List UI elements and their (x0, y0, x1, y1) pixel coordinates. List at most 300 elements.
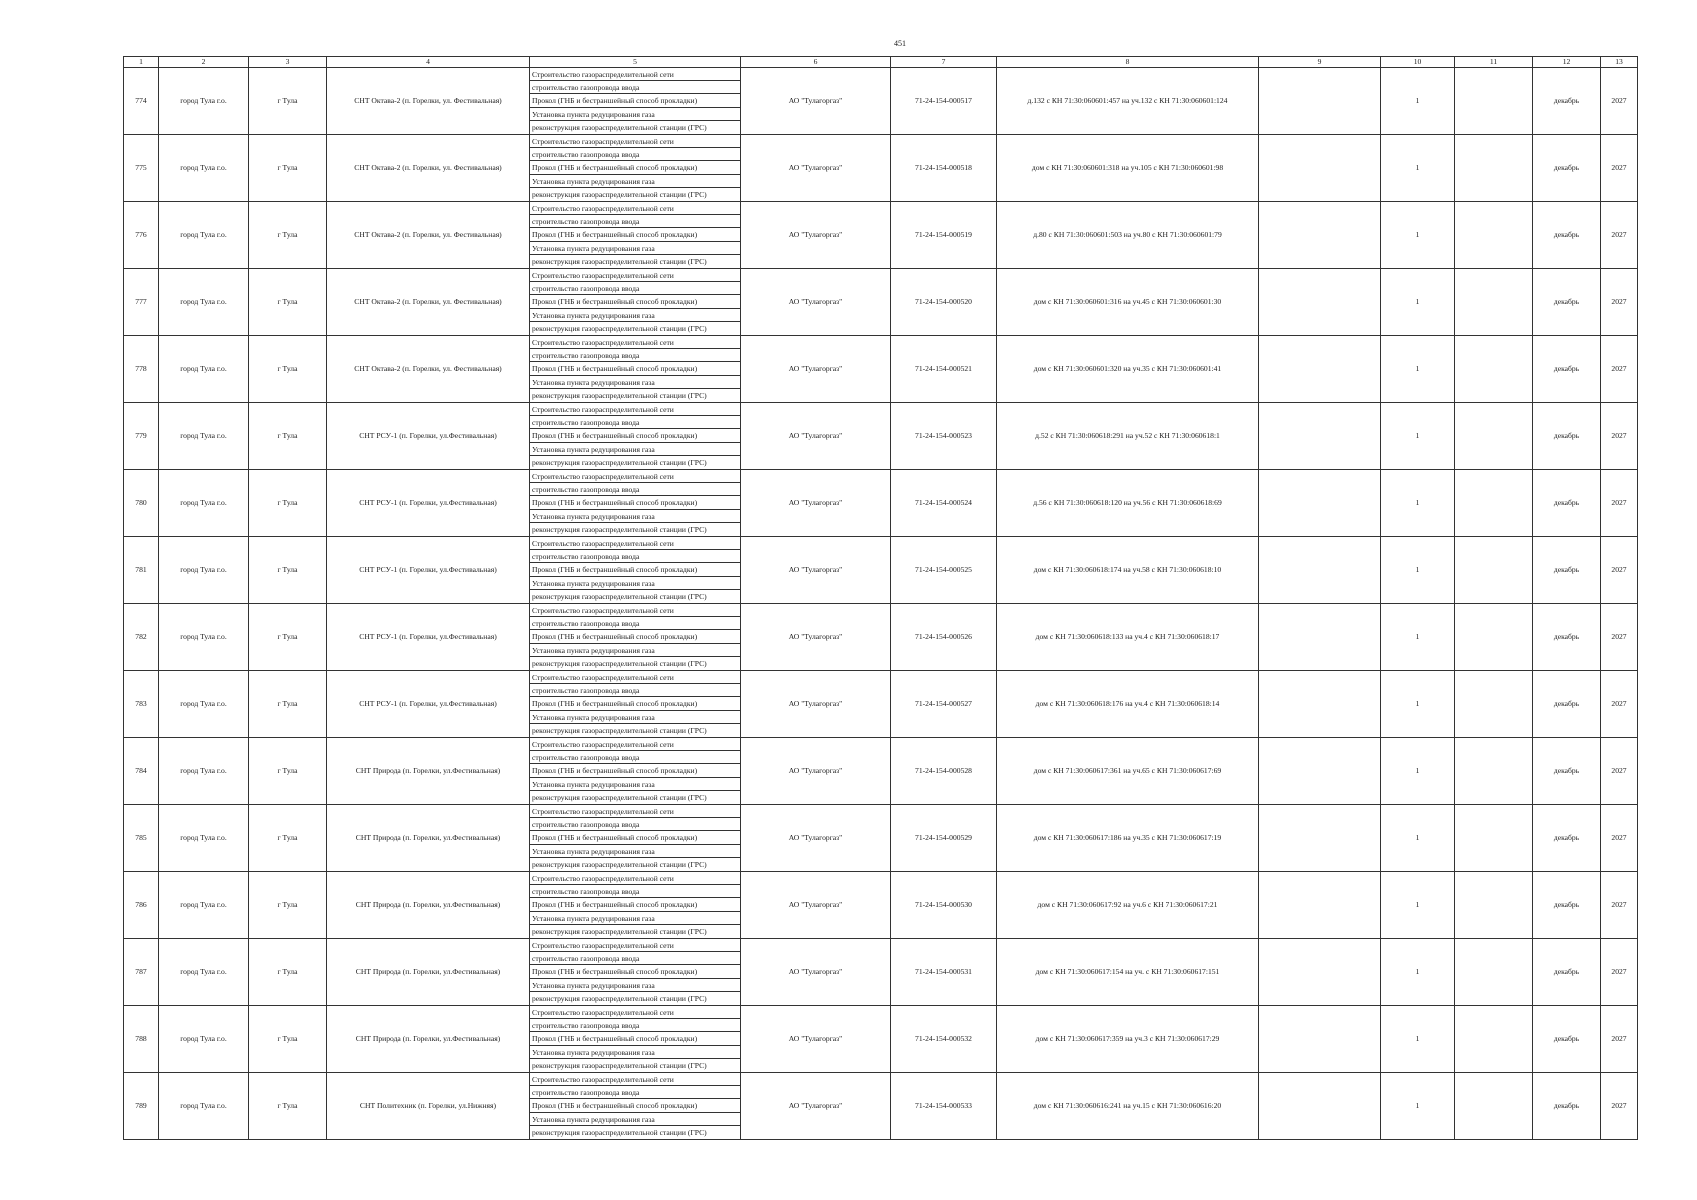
column-11-cell (1455, 202, 1533, 269)
year-cell: 2027 (1601, 939, 1638, 1006)
column-11-cell (1455, 671, 1533, 738)
code-cell: 71-24-154-000532 (891, 1006, 997, 1073)
row-number-cell: 778 (124, 336, 159, 403)
work-item: реконструкция газораспределительной станции (ГРС) (532, 256, 707, 266)
work-item: Прокол (ГНБ и бестраншейный способ прокладки) (530, 161, 740, 174)
work-item: Прокол (ГНБ и бестраншейный способ прокладки) (530, 563, 740, 576)
quantity-cell: 1 (1381, 336, 1455, 403)
code-cell: 71-24-154-000533 (891, 1073, 997, 1140)
row-number-cell: 785 (124, 805, 159, 872)
object-cell: СНТ РСУ-1 (п. Горелки, ул.Фестивальная) (327, 604, 530, 671)
address-cell: дом с КН 71:30:060616:241 на уч.15 с КН 71:30:060616:20 (997, 1073, 1259, 1140)
column-number: 6 (741, 57, 891, 68)
organization-cell: АО "Тулагоргаз" (741, 1073, 891, 1140)
column-9-cell (1259, 872, 1381, 939)
work-item: Прокол (ГНБ и бестраншейный способ прокладки) (530, 1099, 740, 1112)
work-item: Строительство газораспределительной сети (530, 403, 740, 416)
work-item: строительство газопровода ввода (530, 282, 740, 295)
work-item: Установка пункта редуцирования газа (530, 711, 740, 724)
municipality-cell: город Тула г.о. (159, 805, 249, 872)
code-cell: 71-24-154-000525 (891, 537, 997, 604)
code-cell: 71-24-154-000523 (891, 403, 997, 470)
work-item: Строительство газораспределительной сети (530, 671, 740, 684)
column-9-cell (1259, 68, 1381, 135)
organization-cell: АО "Тулагоргаз" (741, 738, 891, 805)
row-number-cell: 787 (124, 939, 159, 1006)
work-item: Прокол (ГНБ и бестраншейный способ прокладки) (530, 1032, 740, 1045)
work-item: реконструкция газораспределительной станции (ГРС) (532, 457, 707, 467)
row-number-cell: 779 (124, 403, 159, 470)
address-cell: дом с КН 71:30:060617:186 на уч.35 с КН 71:30:060617:19 (997, 805, 1259, 872)
organization-cell: АО "Тулагоргаз" (741, 336, 891, 403)
object-cell: СНТ Октава-2 (п. Горелки, ул. Фестивальная) (327, 68, 530, 135)
month-cell: декабрь (1533, 939, 1601, 1006)
month-cell: декабрь (1533, 738, 1601, 805)
column-number: 2 (159, 57, 249, 68)
work-item: Прокол (ГНБ и бестраншейный способ прокладки) (530, 898, 740, 911)
year-cell: 2027 (1601, 738, 1638, 805)
municipality-cell: город Тула г.о. (159, 738, 249, 805)
address-cell: дом с КН 71:30:060617:361 на уч.65 с КН 71:30:060617:69 (997, 738, 1259, 805)
table-row (124, 68, 1638, 135)
column-number: 5 (530, 57, 741, 68)
quantity-cell: 1 (1381, 671, 1455, 738)
work-item: реконструкция газораспределительной станции (ГРС) (532, 390, 707, 400)
object-cell: СНТ Природа (п. Горелки, ул.Фестивальная) (327, 805, 530, 872)
organization-cell: АО "Тулагоргаз" (741, 470, 891, 537)
column-9-cell (1259, 403, 1381, 470)
work-item: реконструкция газораспределительной станции (ГРС) (532, 591, 707, 601)
locality-cell: г Тула (249, 1073, 327, 1140)
quantity-cell: 1 (1381, 872, 1455, 939)
locality-cell: г Тула (249, 738, 327, 805)
quantity-cell: 1 (1381, 470, 1455, 537)
quantity-cell: 1 (1381, 135, 1455, 202)
work-item: Установка пункта редуцирования газа (530, 845, 740, 858)
row-number-cell: 780 (124, 470, 159, 537)
year-cell: 2027 (1601, 135, 1638, 202)
municipality-cell: город Тула г.о. (159, 604, 249, 671)
column-9-cell (1259, 805, 1381, 872)
column-number-row (124, 57, 1638, 68)
address-cell: дом с КН 71:30:060601:318 на уч.105 с КН 71:30:060601:98 (997, 135, 1259, 202)
organization-cell: АО "Тулагоргаз" (741, 805, 891, 872)
organization-cell: АО "Тулагоргаз" (741, 68, 891, 135)
month-cell: декабрь (1533, 202, 1601, 269)
quantity-cell: 1 (1381, 805, 1455, 872)
year-cell: 2027 (1601, 1073, 1638, 1140)
organization-cell: АО "Тулагоргаз" (741, 671, 891, 738)
organization-cell: АО "Тулагоргаз" (741, 403, 891, 470)
organization-cell: АО "Тулагоргаз" (741, 604, 891, 671)
work-item: Установка пункта редуцирования газа (530, 108, 740, 121)
locality-cell: г Тула (249, 872, 327, 939)
table-row (124, 470, 1638, 537)
table-row (124, 135, 1638, 202)
table-row (124, 336, 1638, 403)
object-cell: СНТ Природа (п. Горелки, ул.Фестивальная) (327, 738, 530, 805)
work-item: Строительство газораспределительной сети (530, 269, 740, 282)
year-cell: 2027 (1601, 269, 1638, 336)
work-item: Прокол (ГНБ и бестраншейный способ прокладки) (530, 228, 740, 241)
address-cell: дом с КН 71:30:060618:174 на уч.58 с КН 71:30:060618:10 (997, 537, 1259, 604)
row-number-cell: 786 (124, 872, 159, 939)
object-cell: СНТ РСУ-1 (п. Горелки, ул.Фестивальная) (327, 470, 530, 537)
work-item: реконструкция газораспределительной станции (ГРС) (532, 993, 707, 1003)
row-number-cell: 777 (124, 269, 159, 336)
work-item: реконструкция газораспределительной станции (ГРС) (532, 926, 707, 936)
work-item: строительство газопровода ввода (530, 416, 740, 429)
work-item: реконструкция газораспределительной станции (ГРС) (532, 1060, 707, 1070)
column-number: 13 (1601, 57, 1638, 68)
work-item: строительство газопровода ввода (530, 885, 740, 898)
column-11-cell (1455, 470, 1533, 537)
column-11-cell (1455, 604, 1533, 671)
work-item: Прокол (ГНБ и бестраншейный способ прокладки) (530, 630, 740, 643)
column-11-cell (1455, 872, 1533, 939)
table-row (124, 1006, 1638, 1073)
work-item: Установка пункта редуцирования газа (530, 510, 740, 523)
locality-cell: г Тула (249, 135, 327, 202)
year-cell: 2027 (1601, 202, 1638, 269)
quantity-cell: 1 (1381, 939, 1455, 1006)
work-item: Прокол (ГНБ и бестраншейный способ прокладки) (530, 94, 740, 107)
work-item: строительство газопровода ввода (530, 349, 740, 362)
column-11-cell (1455, 403, 1533, 470)
municipality-cell: город Тула г.о. (159, 336, 249, 403)
year-cell: 2027 (1601, 336, 1638, 403)
registry-rows (124, 68, 1638, 1140)
work-item: строительство газопровода ввода (530, 617, 740, 630)
work-item: Прокол (ГНБ и бестраншейный способ прокладки) (530, 496, 740, 509)
work-item: реконструкция газораспределительной станции (ГРС) (532, 189, 707, 199)
row-number-cell: 784 (124, 738, 159, 805)
year-cell: 2027 (1601, 1006, 1638, 1073)
month-cell: декабрь (1533, 336, 1601, 403)
object-cell: СНТ РСУ-1 (п. Горелки, ул.Фестивальная) (327, 537, 530, 604)
work-item: Установка пункта редуцирования газа (530, 1113, 740, 1126)
column-11-cell (1455, 939, 1533, 1006)
object-cell: СНТ РСУ-1 (п. Горелки, ул.Фестивальная) (327, 403, 530, 470)
work-item: Прокол (ГНБ и бестраншейный способ прокладки) (530, 764, 740, 777)
row-number-cell: 774 (124, 68, 159, 135)
organization-cell: АО "Тулагоргаз" (741, 1006, 891, 1073)
table-row (124, 403, 1638, 470)
code-cell: 71-24-154-000530 (891, 872, 997, 939)
organization-cell: АО "Тулагоргаз" (741, 537, 891, 604)
column-11-cell (1455, 269, 1533, 336)
quantity-cell: 1 (1381, 537, 1455, 604)
column-11-cell (1455, 135, 1533, 202)
municipality-cell: город Тула г.о. (159, 269, 249, 336)
table-row (124, 269, 1638, 336)
object-cell: СНТ Природа (п. Горелки, ул.Фестивальная) (327, 1006, 530, 1073)
column-11-cell (1455, 1006, 1533, 1073)
table-row (124, 805, 1638, 872)
work-item: строительство газопровода ввода (530, 818, 740, 831)
organization-cell: АО "Тулагоргаз" (741, 202, 891, 269)
code-cell: 71-24-154-000519 (891, 202, 997, 269)
column-9-cell (1259, 738, 1381, 805)
works-cell (530, 939, 741, 1006)
work-item: Строительство газораспределительной сети (530, 470, 740, 483)
work-item: Строительство газораспределительной сети (530, 135, 740, 148)
address-cell: д.56 с КН 71:30:060618:120 на уч.56 с КН 71:30:060618:69 (997, 470, 1259, 537)
work-item: Установка пункта редуцирования газа (530, 577, 740, 590)
address-cell: дом с КН 71:30:060601:320 на уч.35 с КН 71:30:060601:41 (997, 336, 1259, 403)
work-item: реконструкция газораспределительной станции (ГРС) (532, 792, 707, 802)
works-cell (530, 336, 741, 403)
table-row (124, 872, 1638, 939)
row-number-cell: 775 (124, 135, 159, 202)
locality-cell: г Тула (249, 671, 327, 738)
works-cell (530, 1073, 741, 1140)
organization-cell: АО "Тулагоргаз" (741, 872, 891, 939)
column-number: 10 (1381, 57, 1455, 68)
locality-cell: г Тула (249, 604, 327, 671)
work-item: Строительство газораспределительной сети (530, 202, 740, 215)
object-cell: СНТ Октава-2 (п. Горелки, ул. Фестивальная) (327, 269, 530, 336)
work-item: Строительство газораспределительной сети (530, 68, 740, 81)
work-item: реконструкция газораспределительной станции (ГРС) (532, 658, 707, 668)
quantity-cell: 1 (1381, 738, 1455, 805)
municipality-cell: город Тула г.о. (159, 1006, 249, 1073)
work-item: строительство газопровода ввода (530, 81, 740, 94)
code-cell: 71-24-154-000528 (891, 738, 997, 805)
work-item: Установка пункта редуцирования газа (530, 644, 740, 657)
column-9-cell (1259, 135, 1381, 202)
organization-cell: АО "Тулагоргаз" (741, 269, 891, 336)
work-item: Прокол (ГНБ и бестраншейный способ прокладки) (530, 831, 740, 844)
work-item: реконструкция газораспределительной станции (ГРС) (532, 524, 707, 534)
address-cell: д.132 с КН 71:30:060601:457 на уч.132 с КН 71:30:060601:124 (997, 68, 1259, 135)
column-9-cell (1259, 202, 1381, 269)
column-number: 3 (249, 57, 327, 68)
address-cell: дом с КН 71:30:060617:359 на уч.3 с КН 71:30:060617:29 (997, 1006, 1259, 1073)
work-item: Установка пункта редуцирования газа (530, 175, 740, 188)
year-cell: 2027 (1601, 872, 1638, 939)
code-cell: 71-24-154-000518 (891, 135, 997, 202)
work-item: Строительство газораспределительной сети (530, 1006, 740, 1019)
quantity-cell: 1 (1381, 269, 1455, 336)
table-row (124, 537, 1638, 604)
table-row (124, 604, 1638, 671)
month-cell: декабрь (1533, 671, 1601, 738)
municipality-cell: город Тула г.о. (159, 202, 249, 269)
column-9-cell (1259, 939, 1381, 1006)
locality-cell: г Тула (249, 1006, 327, 1073)
work-item: Прокол (ГНБ и бестраншейный способ прокладки) (530, 429, 740, 442)
object-cell: СНТ Октава-2 (п. Горелки, ул. Фестивальная) (327, 336, 530, 403)
works-cell (530, 202, 741, 269)
address-cell: дом с КН 71:30:060618:133 на уч.4 с КН 71:30:060618:17 (997, 604, 1259, 671)
table-row (124, 738, 1638, 805)
address-cell: дом с КН 71:30:060617:92 на уч.6 с КН 71:30:060617:21 (997, 872, 1259, 939)
work-item: Установка пункта редуцирования газа (530, 1046, 740, 1059)
page-number: 451 (894, 39, 906, 48)
row-number-cell: 776 (124, 202, 159, 269)
quantity-cell: 1 (1381, 403, 1455, 470)
work-item: Прокол (ГНБ и бестраншейный способ прокладки) (530, 697, 740, 710)
month-cell: декабрь (1533, 604, 1601, 671)
work-item: реконструкция газораспределительной станции (ГРС) (532, 323, 707, 333)
month-cell: декабрь (1533, 537, 1601, 604)
object-cell: СНТ Октава-2 (п. Горелки, ул. Фестивальная) (327, 202, 530, 269)
code-cell: 71-24-154-000526 (891, 604, 997, 671)
column-9-cell (1259, 470, 1381, 537)
address-cell: дом с КН 71:30:060601:316 на уч.45 с КН 71:30:060601:30 (997, 269, 1259, 336)
month-cell: декабрь (1533, 403, 1601, 470)
code-cell: 71-24-154-000517 (891, 68, 997, 135)
column-9-cell (1259, 269, 1381, 336)
work-item: строительство газопровода ввода (530, 1086, 740, 1099)
column-9-cell (1259, 671, 1381, 738)
work-item: Установка пункта редуцирования газа (530, 242, 740, 255)
work-item: Прокол (ГНБ и бестраншейный способ прокладки) (530, 362, 740, 375)
works-cell (530, 403, 741, 470)
month-cell: декабрь (1533, 872, 1601, 939)
organization-cell: АО "Тулагоргаз" (741, 939, 891, 1006)
column-11-cell (1455, 68, 1533, 135)
work-item: Установка пункта редуцирования газа (530, 376, 740, 389)
column-number: 8 (997, 57, 1259, 68)
municipality-cell: город Тула г.о. (159, 537, 249, 604)
works-cell (530, 537, 741, 604)
year-cell: 2027 (1601, 604, 1638, 671)
locality-cell: г Тула (249, 269, 327, 336)
work-item: Установка пункта редуцирования газа (530, 912, 740, 925)
column-9-cell (1259, 1006, 1381, 1073)
code-cell: 71-24-154-000527 (891, 671, 997, 738)
column-number: 7 (891, 57, 997, 68)
address-cell: д.52 с КН 71:30:060618:291 на уч.52 с КН 71:30:060618:1 (997, 403, 1259, 470)
work-item: строительство газопровода ввода (530, 1019, 740, 1032)
month-cell: декабрь (1533, 1073, 1601, 1140)
locality-cell: г Тула (249, 336, 327, 403)
quantity-cell: 1 (1381, 202, 1455, 269)
address-cell: дом с КН 71:30:060618:176 на уч.4 с КН 71:30:060618:14 (997, 671, 1259, 738)
object-cell: СНТ Октава-2 (п. Горелки, ул. Фестивальная) (327, 135, 530, 202)
locality-cell: г Тула (249, 68, 327, 135)
locality-cell: г Тула (249, 202, 327, 269)
column-number: 11 (1455, 57, 1533, 68)
quantity-cell: 1 (1381, 604, 1455, 671)
table-row (124, 939, 1638, 1006)
municipality-cell: город Тула г.о. (159, 68, 249, 135)
work-item: Установка пункта редуцирования газа (530, 979, 740, 992)
works-cell (530, 1006, 741, 1073)
object-cell: СНТ Природа (п. Горелки, ул.Фестивальная) (327, 872, 530, 939)
work-item: строительство газопровода ввода (530, 684, 740, 697)
works-cell (530, 872, 741, 939)
work-item: Строительство газораспределительной сети (530, 805, 740, 818)
municipality-cell: город Тула г.о. (159, 872, 249, 939)
works-cell (530, 805, 741, 872)
work-item: Установка пункта редуцирования газа (530, 778, 740, 791)
work-item: строительство газопровода ввода (530, 952, 740, 965)
column-9-cell (1259, 1073, 1381, 1140)
work-item: Прокол (ГНБ и бестраншейный способ прокладки) (530, 965, 740, 978)
code-cell: 71-24-154-000521 (891, 336, 997, 403)
municipality-cell: город Тула г.о. (159, 470, 249, 537)
quantity-cell: 1 (1381, 68, 1455, 135)
municipality-cell: город Тула г.о. (159, 939, 249, 1006)
gasification-registry-table (123, 56, 1638, 1140)
column-11-cell (1455, 805, 1533, 872)
work-item: Строительство газораспределительной сети (530, 872, 740, 885)
code-cell: 71-24-154-000531 (891, 939, 997, 1006)
code-cell: 71-24-154-000529 (891, 805, 997, 872)
work-item: Строительство газораспределительной сети (530, 738, 740, 751)
work-item: Строительство газораспределительной сети (530, 604, 740, 617)
quantity-cell: 1 (1381, 1006, 1455, 1073)
works-cell (530, 269, 741, 336)
locality-cell: г Тула (249, 939, 327, 1006)
month-cell: декабрь (1533, 1006, 1601, 1073)
works-cell (530, 68, 741, 135)
column-9-cell (1259, 336, 1381, 403)
year-cell: 2027 (1601, 68, 1638, 135)
column-number: 9 (1259, 57, 1381, 68)
organization-cell: АО "Тулагоргаз" (741, 135, 891, 202)
table-row (124, 202, 1638, 269)
column-9-cell (1259, 537, 1381, 604)
work-item: реконструкция газораспределительной станции (ГРС) (532, 725, 707, 735)
work-item: Строительство газораспределительной сети (530, 336, 740, 349)
work-item: строительство газопровода ввода (530, 751, 740, 764)
column-11-cell (1455, 1073, 1533, 1140)
year-cell: 2027 (1601, 537, 1638, 604)
municipality-cell: город Тула г.о. (159, 403, 249, 470)
year-cell: 2027 (1601, 470, 1638, 537)
month-cell: декабрь (1533, 269, 1601, 336)
works-cell (530, 671, 741, 738)
locality-cell: г Тула (249, 403, 327, 470)
locality-cell: г Тула (249, 537, 327, 604)
table-row (124, 671, 1638, 738)
row-number-cell: 783 (124, 671, 159, 738)
locality-cell: г Тула (249, 470, 327, 537)
work-item: реконструкция газораспределительной станции (ГРС) (532, 1127, 707, 1137)
column-11-cell (1455, 537, 1533, 604)
municipality-cell: город Тула г.о. (159, 135, 249, 202)
work-item: Строительство газораспределительной сети (530, 939, 740, 952)
year-cell: 2027 (1601, 805, 1638, 872)
work-item: реконструкция газораспределительной станции (ГРС) (532, 122, 707, 132)
column-9-cell (1259, 604, 1381, 671)
row-number-cell: 782 (124, 604, 159, 671)
object-cell: СНТ РСУ-1 (п. Горелки, ул.Фестивальная) (327, 671, 530, 738)
column-11-cell (1455, 738, 1533, 805)
object-cell: СНТ Политехник (п. Горелки, ул.Нижняя) (327, 1073, 530, 1140)
month-cell: декабрь (1533, 470, 1601, 537)
row-number-cell: 789 (124, 1073, 159, 1140)
works-cell (530, 470, 741, 537)
work-item: строительство газопровода ввода (530, 483, 740, 496)
work-item: Прокол (ГНБ и бестраншейный способ прокладки) (530, 295, 740, 308)
works-cell (530, 604, 741, 671)
address-cell: д.80 с КН 71:30:060601:503 на уч.80 с КН 71:30:060601:79 (997, 202, 1259, 269)
column-number: 4 (327, 57, 530, 68)
work-item: строительство газопровода ввода (530, 550, 740, 563)
work-item: строительство газопровода ввода (530, 148, 740, 161)
month-cell: декабрь (1533, 805, 1601, 872)
municipality-cell: город Тула г.о. (159, 671, 249, 738)
column-number: 1 (124, 57, 159, 68)
work-item: Установка пункта редуцирования газа (530, 309, 740, 322)
column-number: 12 (1533, 57, 1601, 68)
table-row (124, 1073, 1638, 1140)
